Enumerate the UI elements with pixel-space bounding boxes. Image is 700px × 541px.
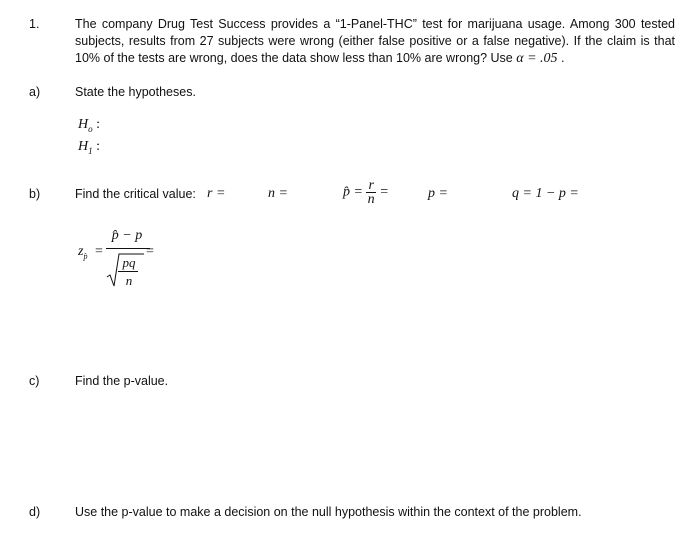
h1-colon: : (96, 139, 101, 154)
z-letter: z (78, 244, 84, 259)
z-subscript: p̂ (83, 251, 88, 261)
part-d-label: d) (29, 505, 41, 519)
radicand-fraction-bar (118, 271, 138, 272)
part-b-label: b) (29, 187, 41, 201)
z-fraction-bar (106, 248, 150, 249)
alpha-expression: α = .05 (516, 51, 558, 66)
n-value-expression: n = (268, 186, 288, 201)
problem-number: 1. (29, 17, 40, 31)
part-d-text: Use the p-value to make a decision on the null hypothesis within the context of the problem. (75, 505, 582, 519)
null-hypothesis (78, 117, 100, 134)
part-b-text: Find the critical value: (75, 187, 196, 201)
z-result-equals: = (146, 244, 154, 259)
part-a-text: State the hypotheses. (75, 85, 196, 99)
h0-colon: : (96, 117, 101, 132)
h0-subscript: o (88, 123, 93, 134)
radicand-denominator: n (125, 273, 133, 288)
q-value-expression: q = 1 − p = (512, 186, 579, 201)
r-value-expression: r = (207, 186, 226, 201)
radicand-numerator: pq (122, 255, 136, 270)
p-hat-equals: = (379, 184, 389, 200)
h1-subscript: 1 (88, 145, 93, 156)
z-symbol (78, 244, 87, 261)
part-a-label: a) (29, 85, 41, 99)
p-hat-fraction (366, 179, 375, 206)
statement-text: The company Drug Test Success provides a “1-Panel-THC” test for marijuana usage. Among 300 tested subjects, results from 27 subjects were wrong (either false positive or a false negative). If the claim is that 10% of the tests are wrong, does the data show less than 10% are wrong? Use (75, 17, 675, 65)
z-numerator: p̂ − p (111, 228, 143, 243)
z-equals: = (95, 244, 103, 259)
p-hat-expression (343, 179, 389, 206)
statement-end: . (561, 51, 565, 65)
alternative-hypothesis (78, 139, 100, 156)
p-hat-denominator: n (367, 192, 375, 207)
part-c-label: c) (29, 374, 40, 388)
h1-symbol: H (78, 139, 89, 154)
p-hat-numerator: r (368, 178, 374, 193)
p-value-expression: p = (428, 186, 448, 201)
problem-statement (75, 16, 675, 67)
p-hat-lhs: p̂ = (343, 184, 363, 200)
h0-symbol: H (78, 117, 89, 132)
part-c-text: Find the p-value. (75, 374, 169, 388)
